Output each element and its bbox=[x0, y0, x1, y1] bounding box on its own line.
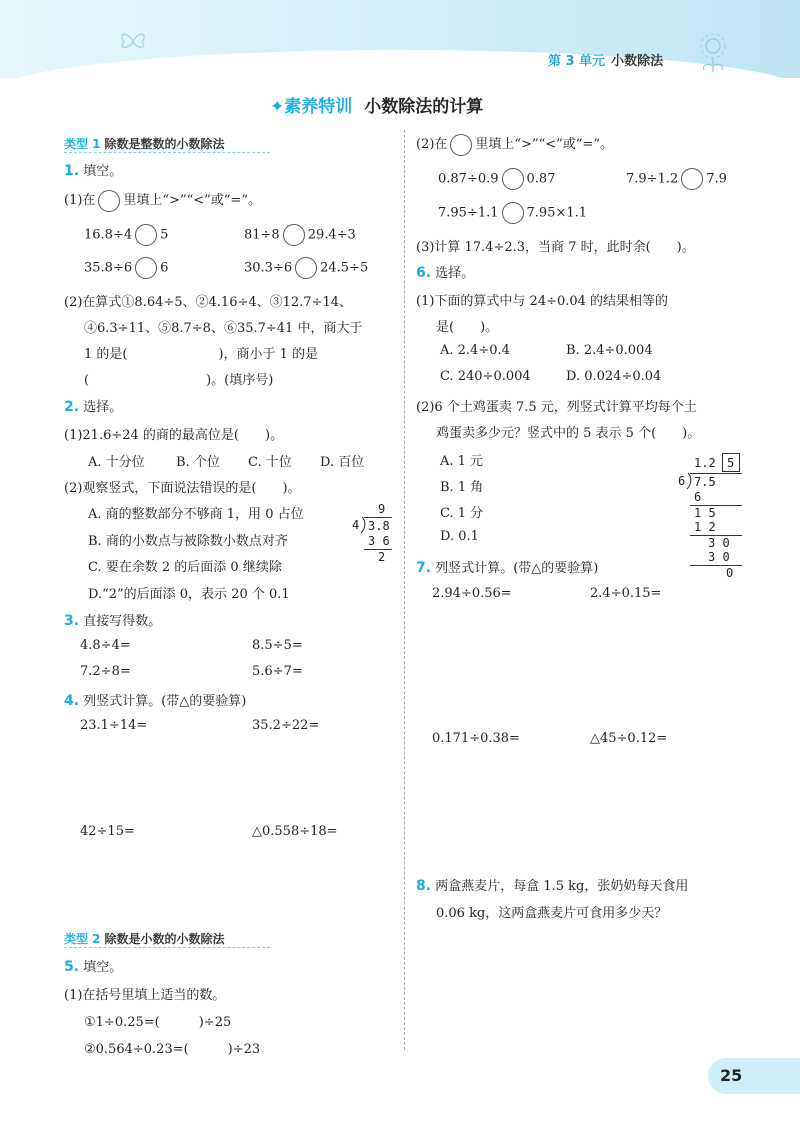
q1-p1-a: (1)在 bbox=[64, 193, 96, 208]
q2-p1-opt-c: C. 十位 bbox=[248, 455, 292, 470]
unit-header bbox=[548, 50, 663, 69]
q6-p1-l2: 是( )。 bbox=[436, 320, 499, 335]
answer-circle[interactable] bbox=[681, 168, 703, 190]
q2-p1-opt-b: B. 个位 bbox=[176, 455, 220, 470]
unit-name: 小数除法 bbox=[611, 54, 664, 69]
q6-p2-opt-b: B. 1 角 bbox=[440, 480, 484, 495]
q1-number: 1. bbox=[64, 163, 80, 179]
expr: 5 bbox=[160, 227, 169, 243]
expr: 24.5÷5 bbox=[320, 260, 369, 276]
answer-circle[interactable] bbox=[502, 168, 524, 190]
expr: 29.4÷3 bbox=[307, 227, 356, 243]
q7-item-1: 2.94÷0.56= bbox=[432, 586, 512, 601]
page-number: 25 bbox=[720, 1066, 743, 1085]
q6-p2-opt-c: C. 1 分 bbox=[440, 506, 484, 521]
vd-dividend: 3.8 bbox=[368, 519, 390, 533]
q6-p2-l1: (2)6 个土鸡蛋卖 7.5 元，列竖式计算平均每个土 bbox=[416, 400, 697, 415]
q2-heading bbox=[64, 396, 122, 415]
vd-row: 6 bbox=[694, 490, 702, 504]
q4-item-4: △0.558÷18= bbox=[252, 824, 338, 839]
q2-p2-opt-b: B. 商的小数点与被除数小数点对齐 bbox=[88, 534, 288, 549]
q3-heading bbox=[64, 610, 161, 629]
q8-heading bbox=[416, 875, 688, 894]
q5-p1: (1)在括号里填上适当的数。 bbox=[64, 988, 226, 1003]
type2-tag: 类型 2 bbox=[64, 932, 101, 946]
expr: 0.87 bbox=[526, 171, 556, 187]
q5-r2 bbox=[438, 202, 587, 224]
vd-row: 1 5 bbox=[694, 506, 716, 520]
expr: 7.95×1.1 bbox=[526, 205, 588, 221]
q4-number: 4. bbox=[64, 693, 80, 709]
vd-row: 0 bbox=[726, 566, 734, 580]
answer-circle[interactable] bbox=[135, 224, 157, 246]
division-bracket-icon bbox=[686, 472, 694, 490]
expr: 7.95÷1.1 bbox=[438, 205, 499, 221]
q8-line2: 0.06 kg，这两盒燕麦片可食用多少天？ bbox=[436, 906, 668, 921]
q5-r1-right bbox=[626, 168, 727, 190]
q7-heading bbox=[416, 557, 598, 576]
expr: 0.87÷0.9 bbox=[438, 171, 499, 187]
type2-underline bbox=[64, 947, 270, 948]
vd-top-line bbox=[690, 473, 742, 474]
type2-text: 除数是小数的小数除法 bbox=[104, 932, 225, 946]
q3-item-4: 5.6÷7= bbox=[252, 664, 303, 679]
type1-tag: 类型 1 bbox=[64, 137, 101, 151]
q3-title: 直接写得数。 bbox=[83, 614, 162, 629]
title-left: 素养特训 bbox=[284, 97, 353, 117]
q4-title: 列竖式计算。(带△的要验算) bbox=[83, 694, 247, 709]
vd-dividend: 7.5 bbox=[694, 475, 716, 489]
q1-p1 bbox=[64, 189, 261, 212]
q2-number: 2. bbox=[64, 399, 80, 415]
q6-p2-opt-a: A. 1 元 bbox=[440, 454, 484, 469]
vd-remainder: 2 bbox=[378, 550, 386, 564]
answer-circle[interactable] bbox=[135, 257, 157, 279]
q2-p2: (2)观察竖式，下面说法错误的是( )。 bbox=[64, 481, 301, 496]
q1-p2-l2: ④6.3÷11、⑤8.7÷8、⑥35.7÷41 中，商大于 bbox=[84, 321, 363, 336]
flower-icon bbox=[692, 30, 734, 74]
q1-title: 填空。 bbox=[83, 164, 123, 179]
vd-row: 1 2 bbox=[694, 520, 716, 534]
butterfly-icon bbox=[118, 30, 148, 52]
vd-row: 3 0 bbox=[708, 536, 730, 550]
q5-p2 bbox=[416, 133, 613, 156]
q5-number: 5. bbox=[64, 959, 80, 975]
q5-r1-left bbox=[438, 168, 555, 190]
expr: 35.8÷6 bbox=[84, 260, 133, 276]
q6-p1-opt-c: C. 240÷0.004 bbox=[440, 369, 531, 384]
division-bracket-icon bbox=[360, 516, 368, 534]
compare-circle bbox=[450, 134, 472, 156]
type1-underline bbox=[64, 152, 270, 153]
vd-box-value: 5 bbox=[727, 456, 735, 470]
vd-divisor: 4 bbox=[352, 518, 360, 532]
vd-row: 3 0 bbox=[708, 550, 730, 564]
vd-sub: 3 6 bbox=[368, 534, 390, 548]
q5-p2-b: 里填上“>”“<”或“=”。 bbox=[475, 137, 613, 152]
q6-p1-l1: (1)下面的算式中与 24÷0.04 的结果相等的 bbox=[416, 294, 669, 309]
q3-item-2: 8.5÷5= bbox=[252, 638, 303, 653]
q7-item-4: △45÷0.12= bbox=[590, 731, 668, 746]
q5-heading bbox=[64, 956, 122, 975]
type1-text: 除数是整数的小数除法 bbox=[104, 137, 225, 151]
q7-item-2: 2.4÷0.15= bbox=[590, 586, 662, 601]
expr: 6 bbox=[160, 260, 169, 276]
q6-p2-opt-d: D. 0.1 bbox=[440, 529, 479, 544]
q7-item-3: 0.171÷0.38= bbox=[432, 731, 520, 746]
type2-label bbox=[64, 930, 225, 947]
vd-quotient: 1.2 bbox=[694, 456, 716, 470]
q2-p1-opt-a: A. 十分位 bbox=[88, 455, 145, 470]
q1-p2-l4: ( )。(填序号) bbox=[84, 373, 274, 388]
q6-p1-opt-b: B. 2.4÷0.004 bbox=[566, 343, 653, 358]
q5-title: 填空。 bbox=[83, 960, 123, 975]
q7-title: 列竖式计算。(带△的要验算) bbox=[435, 561, 599, 576]
q2-p2-opt-a: A. 商的整数部分不够商 1，用 0 占位 bbox=[88, 507, 304, 522]
q1-r2-left bbox=[84, 257, 168, 279]
q3-number: 3. bbox=[64, 613, 80, 629]
q4-item-2: 35.2÷22= bbox=[252, 718, 320, 733]
q2-p2-opt-d: D.“2”的后面添 0，表示 20 个 0.1 bbox=[88, 587, 290, 602]
answer-circle[interactable] bbox=[502, 202, 524, 224]
answer-circle[interactable] bbox=[283, 224, 305, 246]
q6-p2-l2: 鸡蛋卖多少元？竖式中的 5 表示 5 个( )。 bbox=[436, 426, 701, 441]
q8-number: 8. bbox=[416, 878, 432, 894]
vd-line bbox=[690, 565, 742, 566]
sparkle-icon: ✦ bbox=[270, 97, 285, 117]
q1-p2-l1: (2)在算式①8.64÷5、②4.16÷4、③12.7÷14、 bbox=[64, 295, 353, 310]
column-divider bbox=[404, 130, 405, 1050]
expr: 7.9÷1.2 bbox=[626, 171, 679, 187]
q3-item-3: 7.2÷8= bbox=[80, 664, 131, 679]
q6-heading bbox=[416, 262, 474, 281]
q6-title: 选择。 bbox=[435, 266, 475, 281]
expr: 30.3÷6 bbox=[244, 260, 293, 276]
q7-number: 7. bbox=[416, 560, 432, 576]
page-title bbox=[270, 92, 483, 117]
q6-p1-opt-a: A. 2.4÷0.4 bbox=[440, 343, 510, 358]
unit-label: 第 3 单元 bbox=[548, 54, 606, 69]
vd-divisor: 6 bbox=[678, 474, 686, 488]
q4-item-3: 42÷15= bbox=[80, 824, 135, 839]
q1-r1-right bbox=[244, 224, 356, 246]
title-right: 小数除法的计算 bbox=[364, 97, 484, 117]
vd-quotient: 9 bbox=[378, 502, 386, 516]
q5-p1-i1: ①1÷0.25=( )÷25 bbox=[84, 1015, 232, 1030]
q2-p1-opt-d: D. 百位 bbox=[320, 455, 365, 470]
q8-line1: 两盒燕麦片，每盒 1.5 kg，张奶奶每天食用 bbox=[435, 879, 689, 894]
q1-r1-left bbox=[84, 224, 168, 246]
q2-p1: (1)21.6÷24 的商的最高位是( )。 bbox=[64, 428, 284, 443]
q4-item-1: 23.1÷14= bbox=[80, 718, 148, 733]
q4-heading bbox=[64, 690, 246, 709]
q2-title: 选择。 bbox=[83, 400, 123, 415]
q1-heading bbox=[64, 160, 122, 179]
answer-circle[interactable] bbox=[295, 257, 317, 279]
q5-p1-i2: ②0.564÷0.23=( )÷23 bbox=[84, 1042, 261, 1057]
compare-circle bbox=[98, 190, 120, 212]
q2-p2-opt-c: C. 要在余数 2 的后面添 0 继续除 bbox=[88, 560, 282, 575]
q1-p1-b: 里填上“>”“<”或“=”。 bbox=[123, 193, 261, 208]
expr: 16.8÷4 bbox=[84, 227, 133, 243]
q5-p2-a: (2)在 bbox=[416, 137, 448, 152]
expr: 81÷8 bbox=[244, 227, 280, 243]
q3-item-1: 4.8÷4= bbox=[80, 638, 131, 653]
expr: 7.9 bbox=[706, 171, 727, 187]
type1-label bbox=[64, 135, 225, 152]
q6-number: 6. bbox=[416, 265, 432, 281]
q6-p1-opt-d: D. 0.024÷0.04 bbox=[566, 369, 662, 384]
q5-p3: (3)计算 17.4÷2.3，当商 7 时，此时余( )。 bbox=[416, 240, 695, 255]
q1-r2-right bbox=[244, 257, 368, 279]
vd-top-line bbox=[364, 517, 392, 518]
q1-p2-l3: 1 的是( )，商小于 1 的是 bbox=[84, 347, 319, 362]
